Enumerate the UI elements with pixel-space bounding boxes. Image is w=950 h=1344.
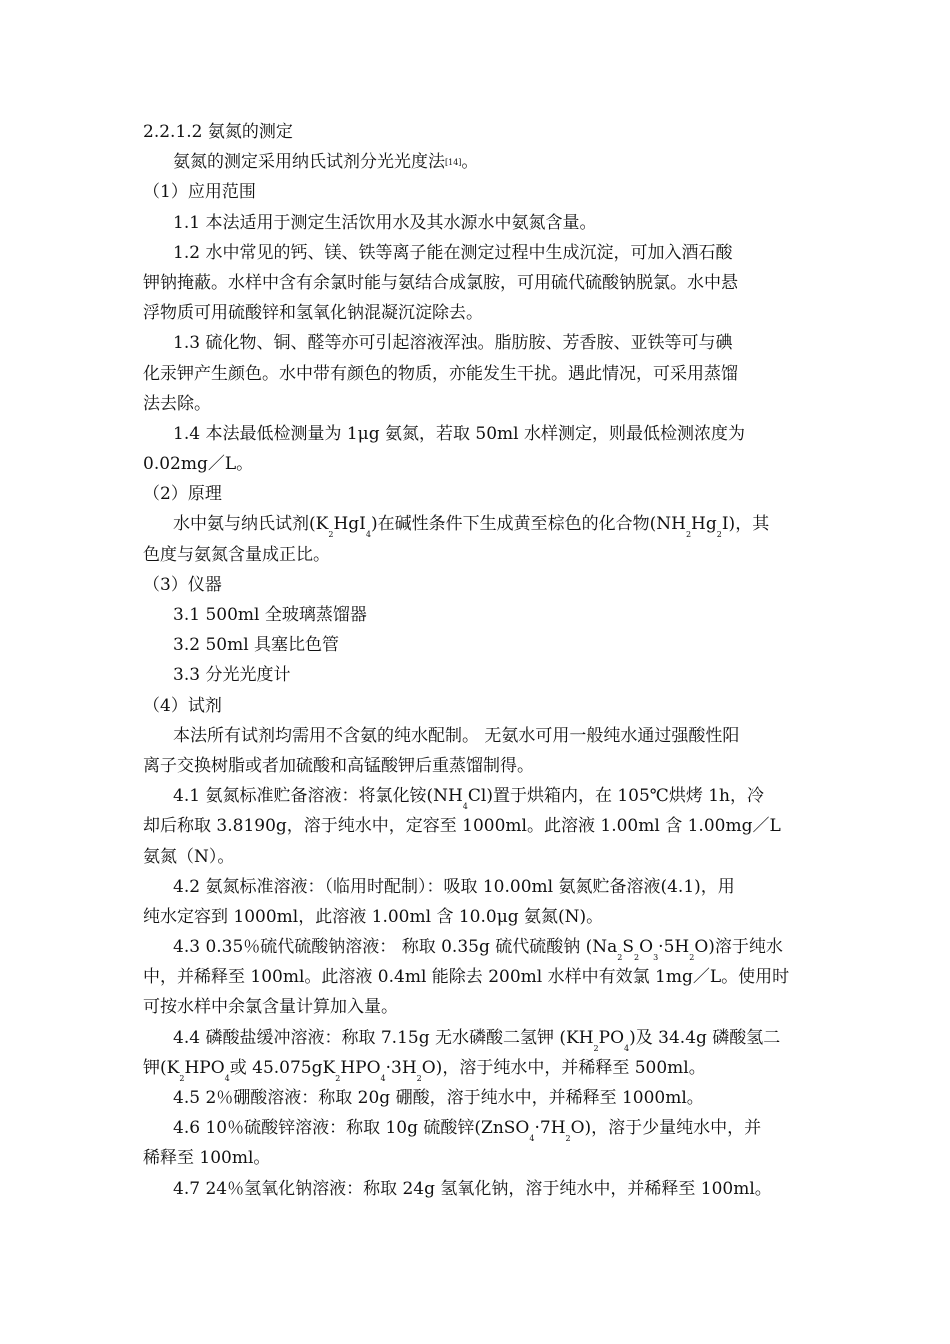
subsection-title-apparatus: （3）仪器 xyxy=(143,574,222,595)
text-run: HPO xyxy=(184,1057,225,1078)
reagent-4-6-line2: 稀释至 100ml。 xyxy=(143,1148,271,1169)
text-run: Cl)置于烘箱内，在 105℃烘烤 1h，冷 xyxy=(467,786,764,807)
subscript: 4 xyxy=(224,1073,230,1083)
subscript: 4 xyxy=(380,1073,386,1083)
reagents-intro-line1: 本法所有试剂均需用不含氨的纯水配制。 无氨水可用一般纯水通过强酸性阳 xyxy=(173,725,740,746)
text-run: O)，溶于纯水中，并稀释至 500ml。 xyxy=(421,1057,706,1078)
apparatus-item-3-1: 3.1 500ml 全玻璃蒸馏器 xyxy=(173,605,367,625)
reagent-4-7: 4.7 24％氢氧化钠溶液：称取 24g 氢氧化钠，溶于纯水中，并稀释至 100ml。 xyxy=(173,1178,772,1199)
document-body xyxy=(143,117,815,1204)
scope-item-1-4-line1: 1.4 本法最低检测量为 1μg 氨氮，若取 50ml 水样测定，则最低检测浓度为 xyxy=(173,423,745,444)
text-run: ·5H xyxy=(658,937,690,958)
scope-item-1-3-line2: 化汞钾产生颜色。水中带有颜色的物质，亦能发生干扰。遇此情况，可采用蒸馏 xyxy=(143,363,738,384)
subscript: 2 xyxy=(335,1073,341,1083)
reagent-4-1-line1 xyxy=(143,781,815,811)
text-run: O)，溶于少量纯水中，并 xyxy=(570,1118,762,1139)
scope-item-1-2-line2: 钾钠掩蔽。水样中含有余氯时能与氨结合成氯胺，可用硫代硫酸钠脱氯。水中悬 xyxy=(143,272,738,293)
text-run: 或 45.075gK xyxy=(229,1057,336,1078)
subscript: 4 xyxy=(365,530,371,540)
reagent-4-4-line1 xyxy=(143,1023,815,1053)
subscript: 4 xyxy=(462,802,468,812)
reagent-4-3-line3: 可按水样中余氯含量计算加入量。 xyxy=(143,997,398,1018)
subscript: 2 xyxy=(416,1073,422,1083)
subsection-title-reagents: （4）试剂 xyxy=(143,695,222,716)
text-run: )及 34.4g 磷酸氢二 xyxy=(629,1027,781,1048)
principle-line2: 色度与氨氮含量成正比。 xyxy=(143,544,330,565)
reagent-4-4-line2 xyxy=(143,1053,815,1083)
text-run: 4.4 磷酸盐缓冲溶液：称取 7.15g 无水磷酸二氢钾 (KH xyxy=(173,1027,594,1048)
subscript: 4 xyxy=(624,1043,630,1053)
reagent-4-3-line2: 中，并稀释至 100ml。此溶液 0.4ml 能除去 200ml 水样中有效氯 1mg／L。使用时 xyxy=(143,967,790,988)
reagent-4-1-line2: 却后称取 3.8190g，溶于纯水中，定容至 1000ml。此溶液 1.00ml 含 1.00mg／L xyxy=(143,816,781,837)
scope-item-1-3-line1: 1.3 硫化物、铜、醛等亦可引起溶液浑浊。脂肪胺、芳香胺、亚铁等可与碘 xyxy=(173,333,733,354)
text-run: Hg xyxy=(691,514,717,535)
text-run: ·3H xyxy=(385,1057,417,1078)
apparatus-item-3-2: 3.2 50ml 具塞比色管 xyxy=(173,635,340,656)
text-run: ·7H xyxy=(534,1118,566,1139)
text-run: O xyxy=(639,937,654,958)
reagent-4-3-line1 xyxy=(143,932,815,962)
principle-line1 xyxy=(143,509,815,539)
subscript: 2 xyxy=(689,953,695,963)
reagent-4-1-line3: 氨氮（N）。 xyxy=(143,846,235,867)
subscript: 2 xyxy=(328,530,334,540)
text-run: HPO xyxy=(340,1057,381,1078)
reagent-4-6-line1 xyxy=(143,1113,815,1143)
reagent-4-5: 4.5 2％硼酸溶液：称取 20g 硼酸，溶于纯水中，并稀释至 1000ml。 xyxy=(173,1088,704,1108)
subscript: 4 xyxy=(529,1134,535,1144)
scope-item-1-4-line2: 0.02mg／L。 xyxy=(143,454,254,475)
reagent-4-2-line1: 4.2 氨氮标准溶液：（临用时配制）：吸取 10.00ml 氨氮贮备溶液(4.1)，用 xyxy=(173,876,735,897)
text-run: 钾(K xyxy=(143,1057,180,1078)
text-run: I)，其 xyxy=(721,514,770,535)
text-run: 4.6 10％硫酸锌溶液：称取 10g 硫酸锌(ZnSO xyxy=(173,1118,530,1139)
text-run: 4.1 氨氮标准贮备溶液：将氯化铵(NH xyxy=(173,786,463,807)
text-run: HgI xyxy=(333,514,366,535)
reagent-4-2-line2: 纯水定容到 1000ml，此溶液 1.00ml 含 10.0μg 氨氮(N)。 xyxy=(143,906,604,927)
citation-ref: [14] xyxy=(445,158,462,168)
text-run: PO xyxy=(598,1027,625,1048)
scope-item-1-3-line3: 法去除。 xyxy=(143,393,211,414)
scope-item-1-1: 1.1 本法适用于测定生活饮用水及其水源水中氨氮含量。 xyxy=(173,212,597,233)
subsection-title-principle: （2）原理 xyxy=(143,484,222,505)
text-run: O)溶于纯水 xyxy=(694,937,783,958)
intro-end: 。 xyxy=(461,152,479,173)
intro-paragraph xyxy=(143,147,815,177)
text-run: 水中氨与纳氏试剂(K xyxy=(173,514,329,535)
text-run: S xyxy=(622,937,635,958)
subscript: 2 xyxy=(593,1043,599,1053)
subsection-title-scope: （1）应用范围 xyxy=(143,182,256,203)
apparatus-item-3-3: 3.3 分光光度计 xyxy=(173,665,291,686)
subscript: 2 xyxy=(634,953,640,963)
subscript: 2 xyxy=(685,530,692,540)
reagents-intro-line2: 离子交换树脂或者加硫酸和高锰酸钾后重蒸馏制得。 xyxy=(143,755,534,776)
text-run: )在碱性条件下生成黄至棕色的化合物(NH xyxy=(370,514,686,535)
subscript: 3 xyxy=(653,953,659,963)
text-run: 4.3 0.35％硫代硫酸钠溶液： 称取 0.35g 硫代硫酸钠 (Na xyxy=(173,937,618,958)
subscript: 2 xyxy=(179,1073,185,1083)
scope-item-1-2-line1: 1.2 水中常见的钙、镁、铁等离子能在测定过程中生成沉淀，可加入酒石酸 xyxy=(173,242,733,263)
subscript: 2 xyxy=(617,953,623,963)
section-heading: 2.2.1.2 氨氮的测定 xyxy=(143,122,293,142)
subscript: 2 xyxy=(565,1134,571,1144)
subscript: 2 xyxy=(716,530,722,540)
intro-text: 氨氮的测定采用纳氏试剂分光光度法 xyxy=(173,152,445,173)
scope-item-1-2-line3: 浮物质可用硫酸锌和氢氧化钠混凝沉淀除去。 xyxy=(143,303,483,324)
